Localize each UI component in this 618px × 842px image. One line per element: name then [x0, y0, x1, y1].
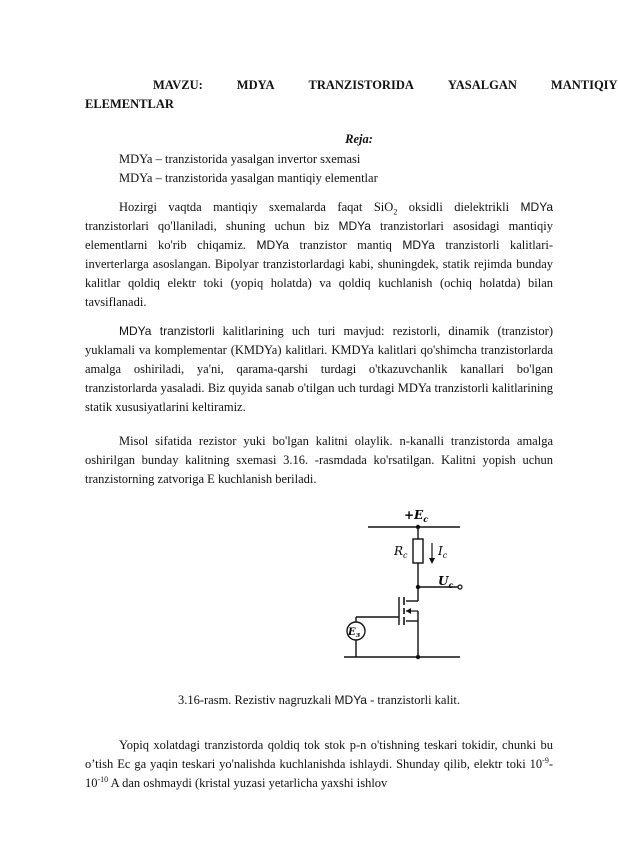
title-word: MANTIQIY	[550, 78, 618, 92]
text: Yopiq xolatdagi tranzistorda qoldiq tok stok p-n o'tishning teskari tokidir, chunki bu o’tish Ec ga yaqin teskari yo'nalishda kuchlanishda ishlaydi. Shunday qilib, elektr toki 10	[85, 738, 553, 771]
paragraph-intro	[85, 198, 553, 312]
term-mdya: MDYa	[338, 219, 371, 233]
text: - tranzistorli kalit.	[366, 693, 461, 707]
superscript: -9	[542, 755, 549, 765]
paragraph-closed-state	[85, 736, 553, 793]
output-label: $U_c$	[438, 574, 454, 590]
supply-label: $+E_c$	[404, 508, 429, 524]
plan-item: MDYa – tranzistorida yasalgan mantiqiy elementlar	[119, 171, 378, 185]
title-word: YASALGAN	[447, 78, 517, 92]
text: 3.16-rasm. Rezistiv nagruzkali	[177, 693, 335, 707]
source-label: $E_з$	[348, 627, 361, 639]
text: tranzistorlari qo'llaniladi, shuning uchun biz	[85, 219, 339, 233]
title-word: TRANZISTORIDA	[308, 78, 414, 92]
text: tranzistorli kalitlari-inverterlarga asoslangan. Bipolyar tranzistorlardagi kabi, shuningdek, statik rejimda bunday kalitlar qoldiq elektr toki (yopiq holatda) va qoldiq kuchlanish (ochiq holatda) bilan tavsiflanadi.	[85, 238, 554, 309]
term-mdya: MDYa	[402, 238, 435, 252]
text: tranzistorlari asosidagi mantiqiy elementlarni ko'rib chiqamiz.	[85, 219, 554, 252]
paragraph-example: Misol sifatida rezistor yuki bo'lgan kalitni olaylik. n-kanalli tranzistorda amalga oshirilgan bunday kalitning sxemasi 3.16. -rasmdada ko'rsatilgan. Kalitni yopish uchun tranzistorning zatvoriga E kuchlanish beriladi.	[85, 434, 553, 486]
text: kalitlarining uch turi mavjud: rezistorli, dinamik (tranzistor) yuklamali va komplementar (KMDYa) kalitlari. KMDYa kalitlari qo'shimcha tranzistorlarda amalga oshiriladi, ya'ni, qarama-qarshi turdagi o'tkazuvchanlik kanallari bo'lgan tranzistorlarda yasaladi. Biz quyida sanab o'tilgan uch turdagi MDYa tranzistorli kalitlarining statik xususiyatlarini keltiramiz.	[85, 324, 553, 414]
resistor	[413, 539, 423, 563]
paragraph-types	[85, 322, 553, 417]
superscript: -10	[97, 774, 109, 784]
plan-heading: Reja:	[345, 132, 373, 146]
term-mdya: MDYa	[520, 200, 553, 214]
term-mdya: MDYa	[256, 238, 289, 252]
plan-list	[119, 150, 378, 188]
text: oksidli dielektrikli	[397, 200, 521, 214]
text: Hozirgi vaqtda mantiqiy sxemalarda faqat SiO	[119, 200, 394, 214]
figure-caption	[85, 693, 553, 708]
title-word: MAVZU:	[153, 78, 203, 92]
plan-item: MDYa – tranzistorida yasalgan invertor sxemasi	[119, 152, 361, 166]
text: - 10	[85, 757, 553, 790]
current-label: $I_c$	[438, 544, 448, 560]
subscript: 2	[393, 207, 398, 217]
term-mdya-lead: MDYa tranzistorli	[119, 324, 215, 338]
title-line-1	[85, 76, 618, 95]
title-line-2: ELEMENTLAR	[85, 97, 174, 111]
title-word: MDYA	[236, 78, 275, 92]
circuit-diagram	[340, 505, 470, 665]
page-title	[85, 76, 618, 114]
text: tranzistor mantiq	[288, 238, 403, 252]
text: A dan oshmaydi (kristal yuzasi yetarlicha yaxshi ishlov	[108, 776, 388, 790]
resistor-label: $R_c$	[394, 544, 408, 560]
term-mdya: MDYa	[334, 693, 367, 707]
